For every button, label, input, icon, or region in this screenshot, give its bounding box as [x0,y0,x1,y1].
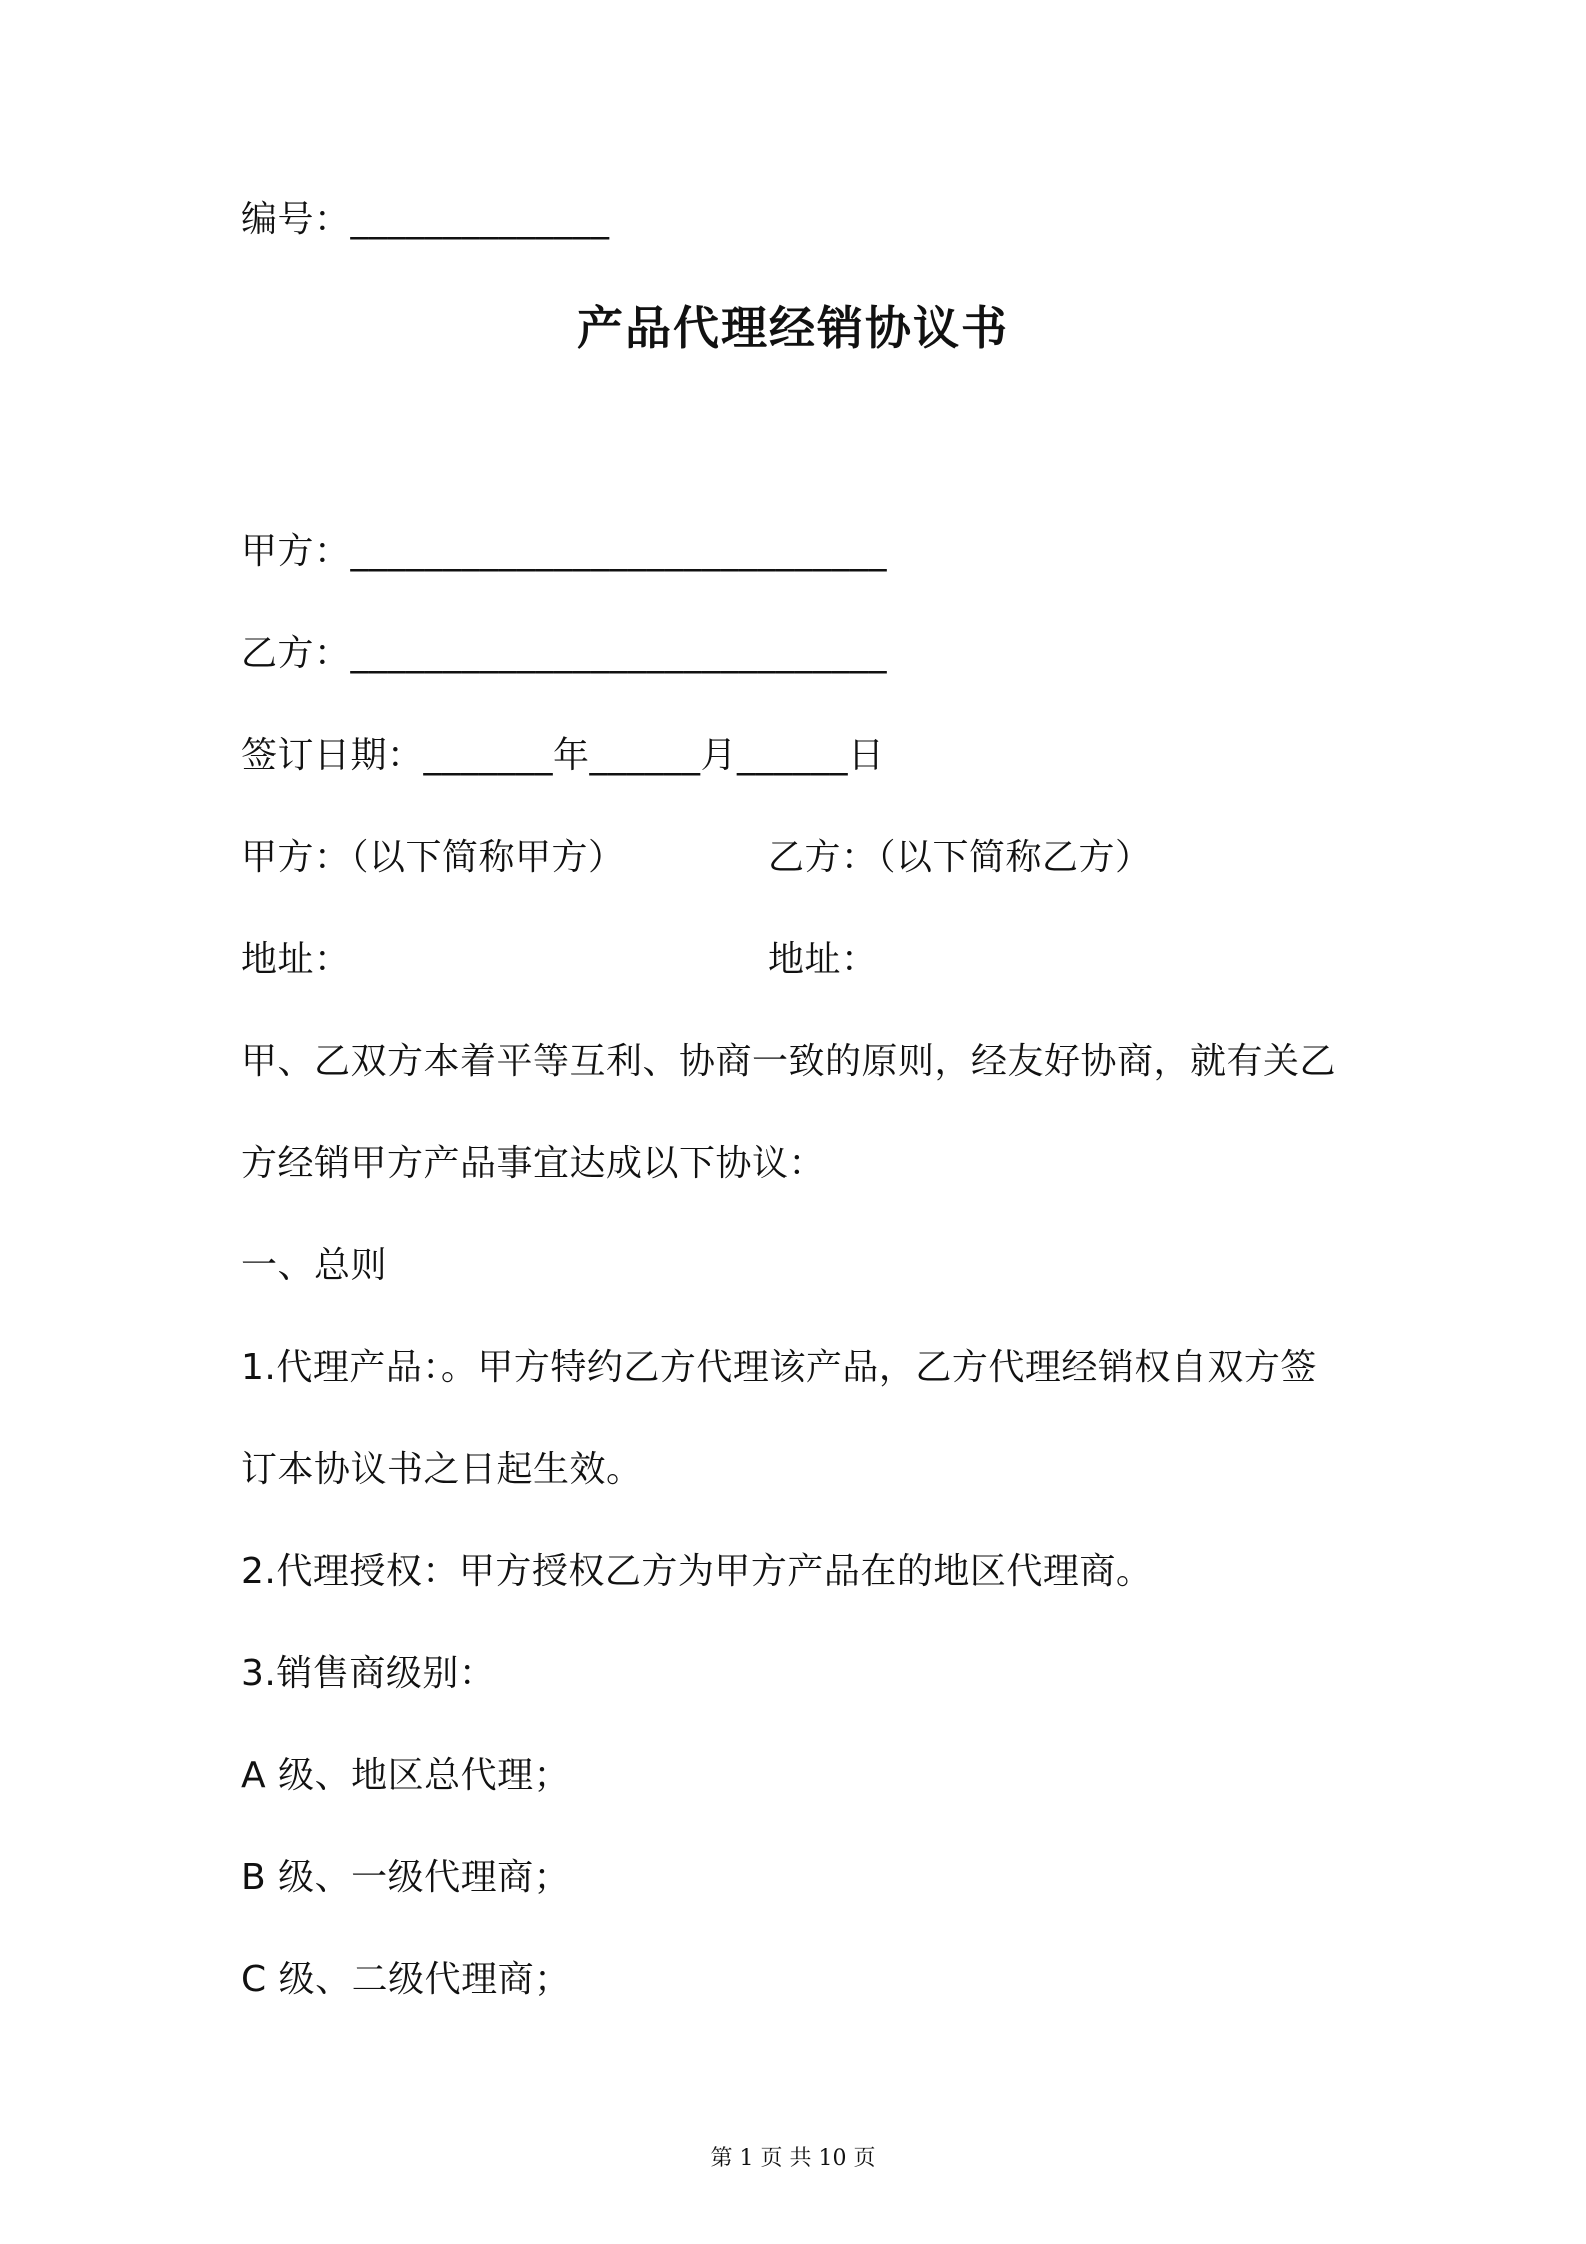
contract-number: 编号：______________ [241,199,610,240]
level-b: B 级、一级代理商； [241,1857,571,1898]
section-heading-general: 一、总则 [241,1245,388,1286]
intro-paragraph-line-2: 方经销甲方产品事宜达成以下协议： [241,1143,826,1184]
party-b-line: 乙方：_____________________________ [241,633,888,674]
sign-date-line: 签订日期：_______年______月______日 [241,735,885,776]
address-a-label: 地址： [241,939,351,980]
clause-3: 3.销售商级别： [241,1653,496,1694]
clause-1-line-1: 1.代理产品：。甲方特约乙方代理该产品，乙方代理经销权自双方签 [241,1347,1317,1388]
clause-1-line-2: 订本协议书之日起生效。 [241,1449,643,1490]
party-a-line: 甲方：_____________________________ [241,531,888,572]
intro-paragraph-line-1: 甲、乙双方本着平等互利、协商一致的原则，经友好协商，就有关乙 [241,1041,1337,1082]
level-c: C 级、二级代理商； [241,1959,571,2000]
level-a: A 级、地区总代理； [241,1755,571,1796]
page-indicator: 第 1 页 共 10 页 [710,2146,876,2171]
party-b-label: 乙方：（以下简称乙方） [768,837,1152,878]
address-b-label: 地址： [768,939,878,980]
party-a-label: 甲方：（以下简称甲方） [241,837,625,878]
clause-2: 2.代理授权：甲方授权乙方为甲方产品在的地区代理商。 [241,1551,1153,1592]
document-title: 产品代理经销协议书 [577,301,1009,355]
